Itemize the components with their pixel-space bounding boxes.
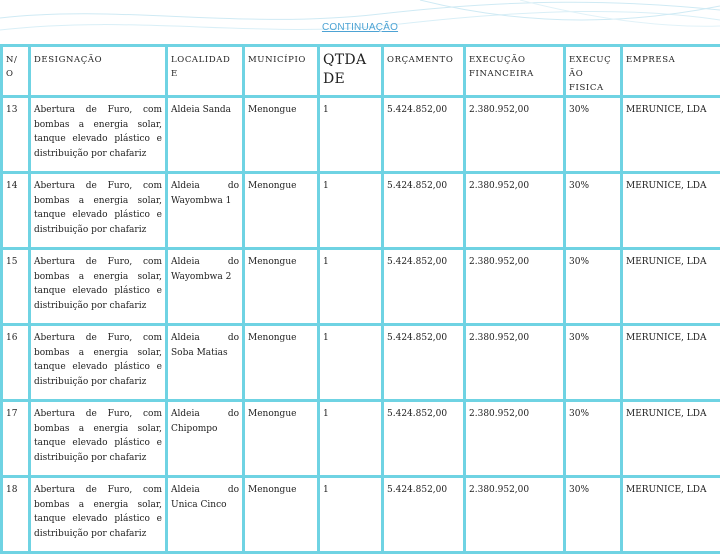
- table-row: [2, 325, 720, 401]
- cell-localidade: Aldeia do Soba Matias: [167, 325, 244, 401]
- cell-municipio: Menongue: [244, 401, 319, 477]
- cell-localidade: Aldeia do Unica Cinco: [167, 477, 244, 553]
- cell-designacao: Abertura de Furo, com bombas a energia solar, tanque elevado plástico e distribuição por chafariz: [30, 477, 167, 553]
- table-row: [2, 249, 720, 325]
- cell-designacao: Abertura de Furo, com bombas a energia solar, tanque elevado plástico e distribuição por chafariz: [30, 249, 167, 325]
- cell-orcamento: 5.424.852,00: [383, 325, 465, 401]
- header-localidade: LOCALIDAD E: [167, 46, 244, 97]
- header-qtde: QTDA DE: [319, 46, 383, 97]
- cell-no: 18: [2, 477, 30, 553]
- projects-table: [0, 44, 720, 554]
- cell-execucao-fisica: 30%: [565, 173, 622, 249]
- cell-municipio: Menongue: [244, 249, 319, 325]
- cell-empresa: MERUNICE, LDA: [622, 97, 720, 173]
- cell-designacao: Abertura de Furo, com bombas a energia solar, tanque elevado plástico e distribuição por chafariz: [30, 97, 167, 173]
- cell-execucao-financeira: 2.380.952,00: [465, 325, 565, 401]
- cell-orcamento: 5.424.852,00: [383, 249, 465, 325]
- cell-execucao-financeira: 2.380.952,00: [465, 249, 565, 325]
- header-no: N/ O: [2, 46, 30, 97]
- table-row: [2, 477, 720, 553]
- table-header-row: [2, 46, 720, 97]
- header-designacao: DESIGNAÇÃO: [30, 46, 167, 97]
- cell-execucao-fisica: 30%: [565, 325, 622, 401]
- cell-empresa: MERUNICE, LDA: [622, 173, 720, 249]
- cell-qtde: 1: [319, 97, 383, 173]
- cell-localidade: Aldeia do Wayombwa 2: [167, 249, 244, 325]
- cell-designacao: Abertura de Furo, com bombas a energia solar, tanque elevado plástico e distribuição por chafariz: [30, 325, 167, 401]
- cell-orcamento: 5.424.852,00: [383, 97, 465, 173]
- cell-orcamento: 5.424.852,00: [383, 401, 465, 477]
- cell-no: 14: [2, 173, 30, 249]
- cell-orcamento: 5.424.852,00: [383, 173, 465, 249]
- table-row: [2, 173, 720, 249]
- cell-municipio: Menongue: [244, 477, 319, 553]
- cell-qtde: 1: [319, 249, 383, 325]
- table-row: [2, 401, 720, 477]
- page-title: CONTINUAÇÃO: [0, 22, 720, 33]
- cell-qtde: 1: [319, 401, 383, 477]
- cell-execucao-financeira: 2.380.952,00: [465, 97, 565, 173]
- cell-localidade: Aldeia do Wayombwa 1: [167, 173, 244, 249]
- cell-municipio: Menongue: [244, 173, 319, 249]
- header-municipio: MUNICÍPIO: [244, 46, 319, 97]
- header-empresa: EMPRESA: [622, 46, 720, 97]
- cell-no: 13: [2, 97, 30, 173]
- cell-empresa: MERUNICE, LDA: [622, 249, 720, 325]
- cell-execucao-financeira: 2.380.952,00: [465, 401, 565, 477]
- cell-execucao-financeira: 2.380.952,00: [465, 173, 565, 249]
- cell-execucao-fisica: 30%: [565, 401, 622, 477]
- cell-execucao-fisica: 30%: [565, 249, 622, 325]
- cell-municipio: Menongue: [244, 97, 319, 173]
- cell-designacao: Abertura de Furo, com bombas a energia solar, tanque elevado plástico e distribuição por chafariz: [30, 173, 167, 249]
- cell-empresa: MERUNICE, LDA: [622, 325, 720, 401]
- cell-empresa: MERUNICE, LDA: [622, 477, 720, 553]
- cell-no: 17: [2, 401, 30, 477]
- cell-localidade: Aldeia do Chipompo: [167, 401, 244, 477]
- cell-no: 16: [2, 325, 30, 401]
- header-orcamento: ORÇAMENTO: [383, 46, 465, 97]
- cell-designacao: Abertura de Furo, com bombas a energia solar, tanque elevado plástico e distribuição por chafariz: [30, 401, 167, 477]
- cell-qtde: 1: [319, 477, 383, 553]
- cell-no: 15: [2, 249, 30, 325]
- cell-execucao-financeira: 2.380.952,00: [465, 477, 565, 553]
- cell-execucao-fisica: 30%: [565, 477, 622, 553]
- cell-localidade: Aldeia Sanda: [167, 97, 244, 173]
- cell-qtde: 1: [319, 173, 383, 249]
- cell-empresa: MERUNICE, LDA: [622, 401, 720, 477]
- header-execucao-financeira: EXECUÇÃO FINANCEIRA: [465, 46, 565, 97]
- cell-qtde: 1: [319, 325, 383, 401]
- cell-execucao-fisica: 30%: [565, 97, 622, 173]
- header-execucao-fisica: EXECUÇ ÃO FISICA: [565, 46, 622, 97]
- cell-orcamento: 5.424.852,00: [383, 477, 465, 553]
- table-row: [2, 97, 720, 173]
- cell-municipio: Menongue: [244, 325, 319, 401]
